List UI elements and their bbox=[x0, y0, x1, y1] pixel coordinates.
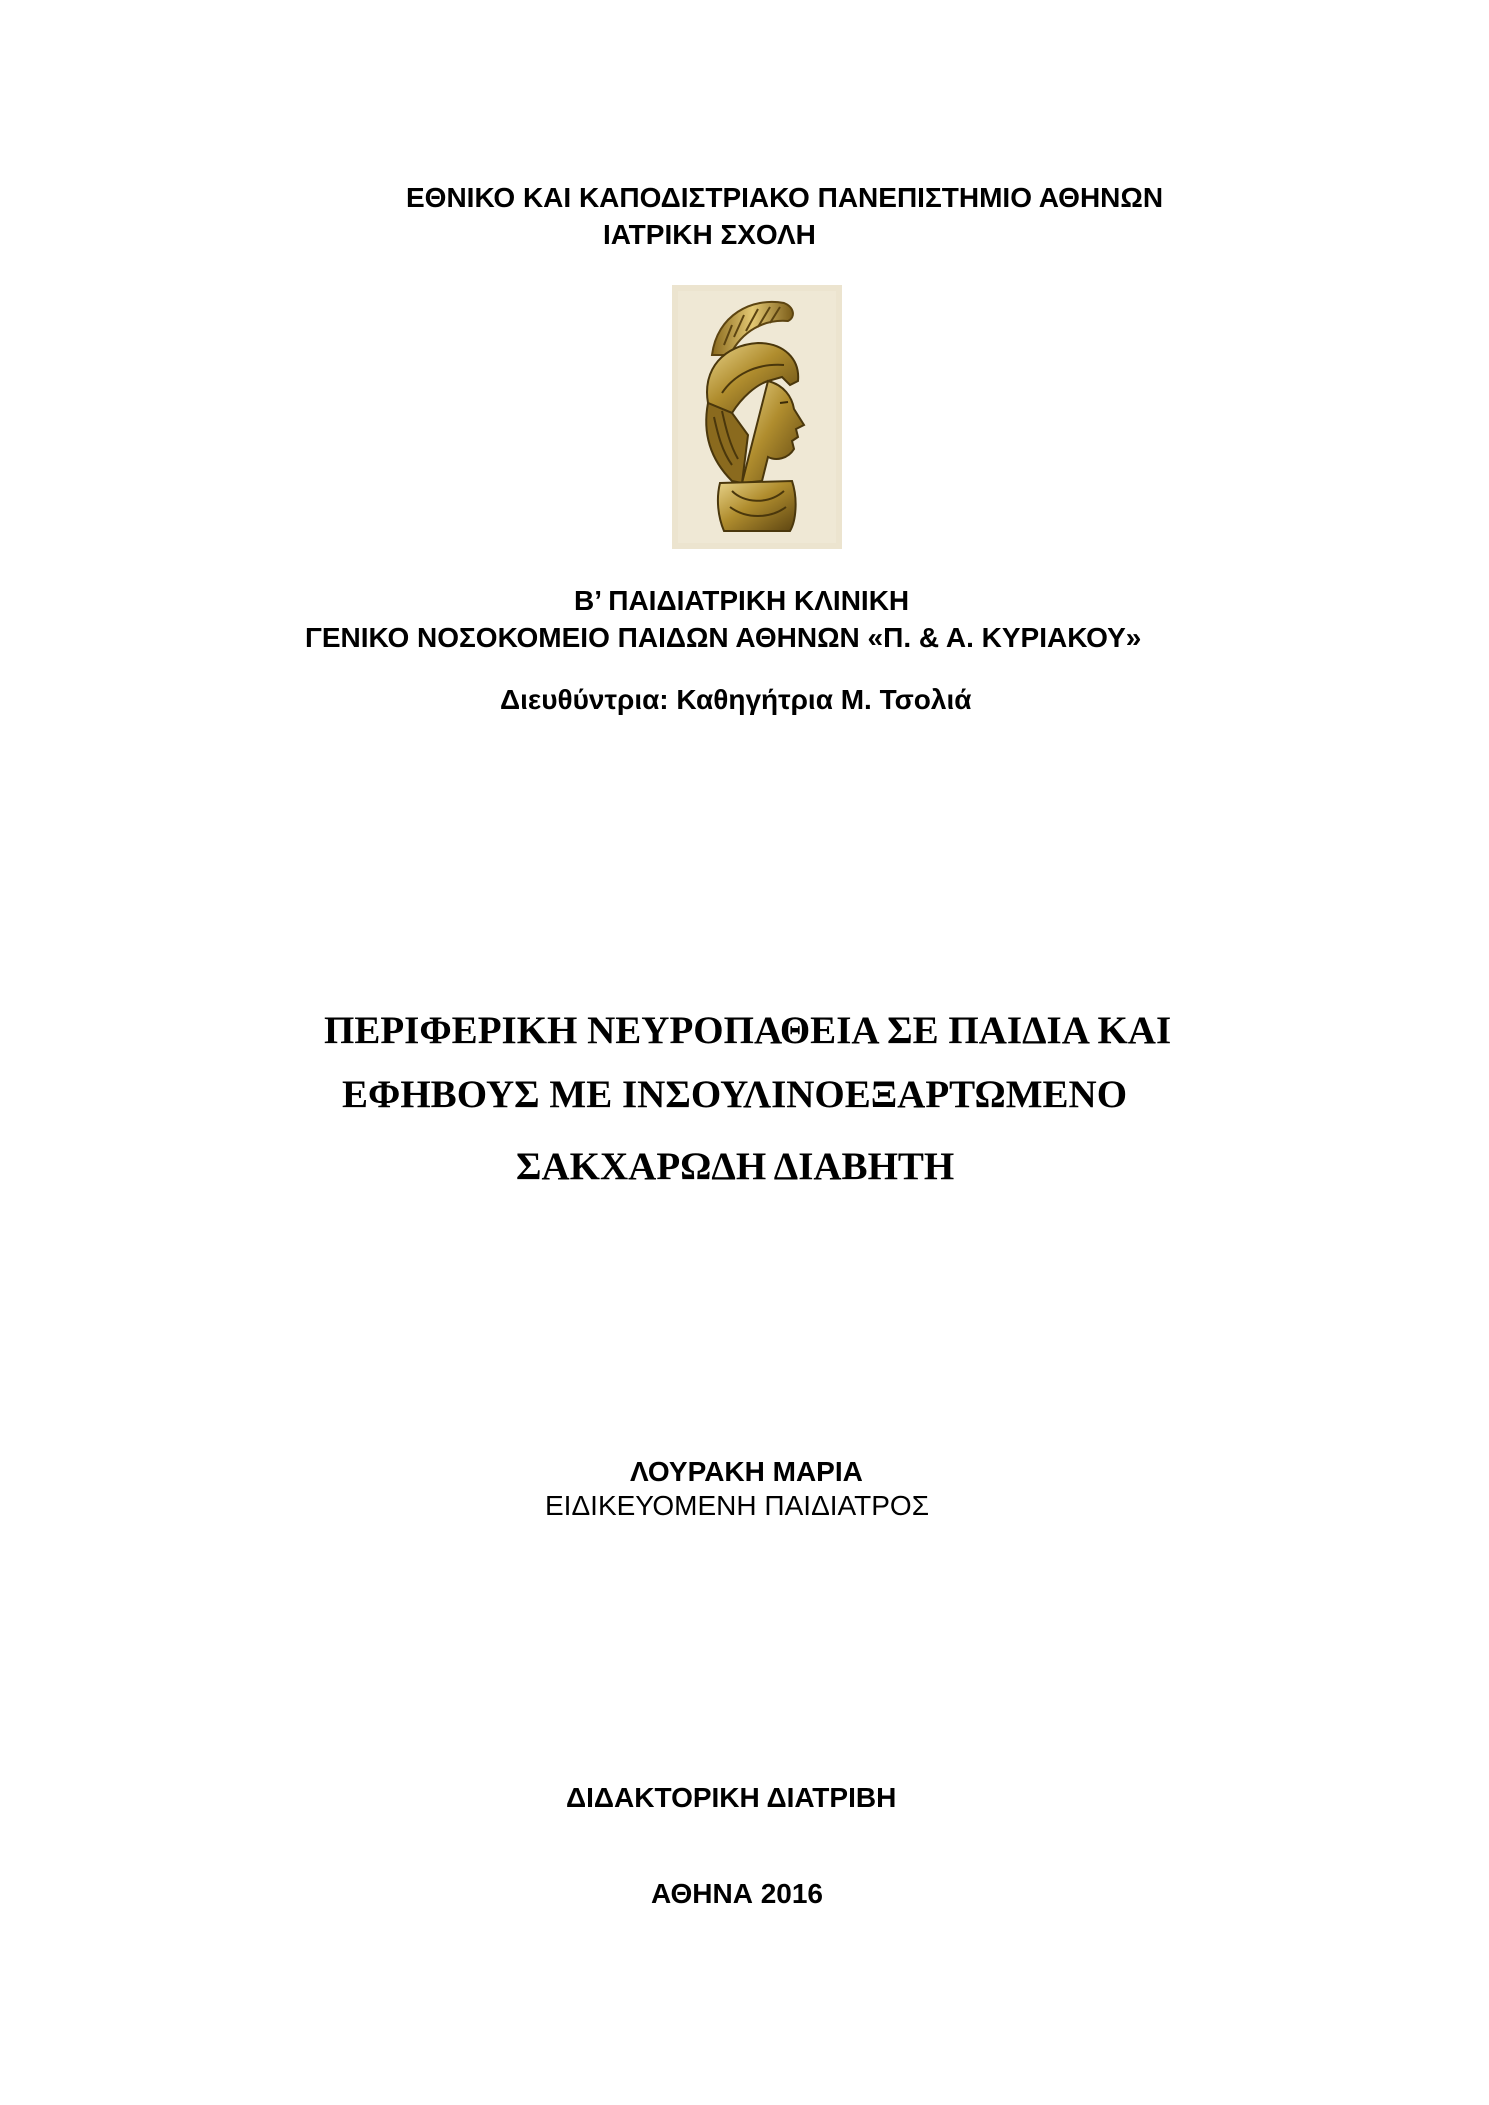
university-name: ΕΘΝΙΚΟ ΚΑΙ ΚΑΠΟΔΙΣΤΡΙΑΚΟ ΠΑΝΕΠΙΣΤΗΜΙΟ ΑΘΗΝΩΝ bbox=[406, 182, 1164, 213]
place-and-year: ΑΘΗΝΑ 2016 bbox=[651, 1878, 823, 1909]
thesis-title-line-2: ΕΦΗΒΟΥΣ ΜΕ ΙΝΣΟΥΛΙΝΟΕΞΑΡΤΩΜΕΝΟ bbox=[342, 1073, 1128, 1116]
faculty-name: ΙΑΤΡΙΚΗ ΣΧΟΛΗ bbox=[603, 219, 816, 250]
thesis-title-line-3: ΣΑΚΧΑΡΩΔΗ ΔΙΑΒΗΤΗ bbox=[516, 1145, 955, 1188]
document-type: ΔΙΔΑΚΤΟΡΙΚΗ ΔΙΑΤΡΙΒΗ bbox=[566, 1782, 897, 1813]
hospital-name: ΓΕΝΙΚΟ ΝΟΣΟΚΟΜΕΙΟ ΠΑΙΔΩΝ ΑΘΗΝΩΝ «Π. & Α. ΚΥΡΙΑΚΟΥ» bbox=[305, 622, 1142, 653]
athena-helmet-emblem-icon bbox=[672, 285, 842, 549]
author-name: ΛΟΥΡΑΚΗ ΜΑΡΙΑ bbox=[630, 1456, 863, 1487]
clinic-director: Διευθύντρια: Καθηγήτρια Μ. Τσολιά bbox=[500, 684, 972, 715]
author-role: ΕΙΔΙΚΕΥΟΜΕΝΗ ΠΑΙΔΙΑΤΡΟΣ bbox=[545, 1490, 930, 1521]
clinic-name: Β’ ΠΑΙΔΙΑΤΡΙΚΗ ΚΛΙΝΙΚΗ bbox=[574, 585, 910, 616]
thesis-title-line-1: ΠΕΡΙΦΕΡΙΚΗ ΝΕΥΡΟΠΑΘΕΙΑ ΣΕ ΠΑΙΔΙΑ ΚΑΙ bbox=[324, 1009, 1172, 1052]
